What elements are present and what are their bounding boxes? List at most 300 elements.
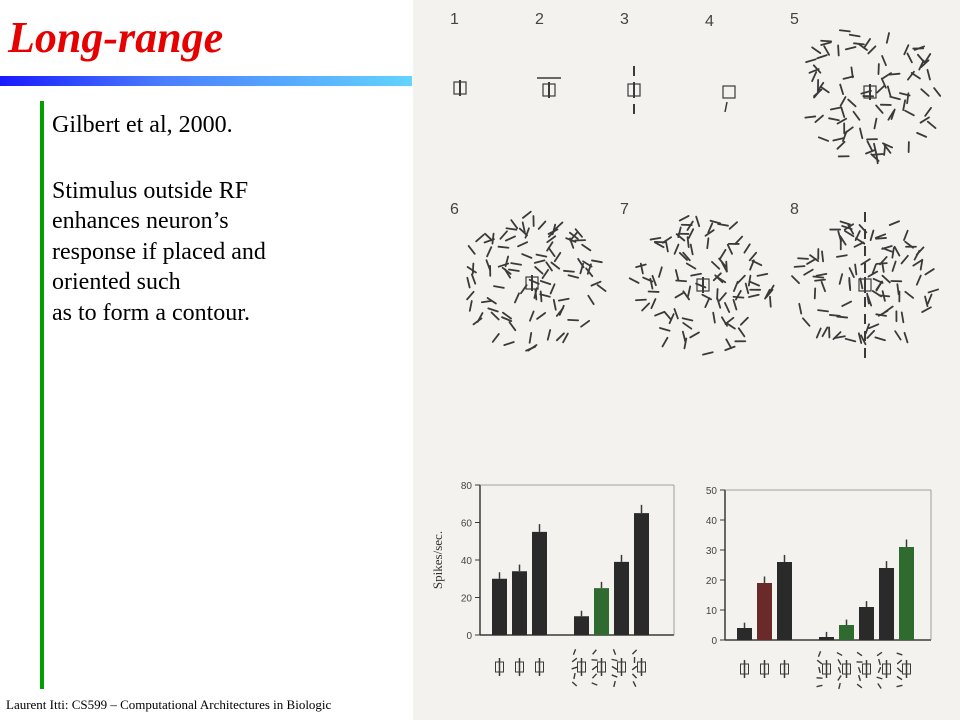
texture-element bbox=[885, 307, 893, 313]
texture-element bbox=[822, 251, 823, 261]
texture-element bbox=[500, 231, 507, 239]
panel-label-1: 1 bbox=[450, 11, 459, 28]
texture-element bbox=[871, 231, 874, 241]
texture-element bbox=[837, 317, 847, 318]
texture-element bbox=[913, 260, 921, 265]
texture-element bbox=[812, 72, 816, 81]
texture-element bbox=[522, 254, 531, 258]
texture-element bbox=[559, 299, 569, 301]
texture-element bbox=[850, 35, 860, 37]
texture-element bbox=[819, 137, 828, 141]
texture-element bbox=[770, 297, 771, 307]
panel-label-2: 2 bbox=[535, 11, 544, 28]
texture-element bbox=[849, 280, 850, 290]
texture-element bbox=[549, 248, 555, 256]
texture-element bbox=[728, 245, 732, 254]
texture-element bbox=[506, 236, 515, 240]
texture-element bbox=[925, 108, 931, 116]
texture-element bbox=[662, 338, 667, 347]
texture-element bbox=[680, 216, 689, 221]
chart1-icon-texture bbox=[632, 666, 637, 670]
texture-element bbox=[726, 262, 727, 272]
texture-element bbox=[895, 331, 900, 339]
body-line-2: enhances neuron’s bbox=[52, 208, 229, 234]
texture-element bbox=[867, 331, 874, 338]
texture-element bbox=[651, 299, 655, 308]
chart1-tick-label: 20 bbox=[460, 593, 472, 605]
texture-element bbox=[868, 46, 875, 53]
texture-element bbox=[846, 339, 856, 342]
texture-element bbox=[730, 222, 737, 229]
texture-element bbox=[675, 245, 679, 254]
texture-element bbox=[838, 45, 839, 55]
flank-bar bbox=[725, 102, 727, 112]
texture-element bbox=[473, 264, 474, 274]
texture-element bbox=[744, 244, 749, 252]
texture-element bbox=[817, 328, 821, 337]
chart1-icon-texture bbox=[613, 649, 615, 655]
chart2-tick-label: 10 bbox=[705, 606, 717, 617]
chart2-icon-texture bbox=[839, 683, 840, 689]
texture-element bbox=[734, 282, 738, 291]
texture-element bbox=[850, 268, 854, 277]
texture-element bbox=[815, 116, 823, 123]
texture-element bbox=[690, 332, 699, 337]
texture-element bbox=[726, 339, 731, 348]
chart1-icon-texture bbox=[633, 681, 636, 686]
texture-element bbox=[833, 138, 843, 140]
texture-element bbox=[837, 255, 847, 257]
texture-element bbox=[488, 308, 498, 311]
panel-label-8: 8 bbox=[790, 201, 799, 218]
texture-element bbox=[687, 263, 696, 268]
chart2-tick-label: 30 bbox=[705, 546, 717, 557]
texture-element bbox=[493, 334, 499, 342]
texture-element bbox=[874, 144, 876, 154]
texture-element bbox=[803, 318, 810, 326]
texture-element bbox=[845, 127, 853, 133]
chart2-icon-texture bbox=[819, 667, 820, 673]
texture-element bbox=[470, 301, 472, 311]
texture-element bbox=[798, 258, 808, 259]
gilbert-figure bbox=[413, 0, 960, 720]
texture-element bbox=[659, 267, 662, 277]
texture-element bbox=[841, 107, 844, 117]
texture-element bbox=[696, 217, 699, 227]
texture-element bbox=[736, 291, 741, 300]
texture-element bbox=[929, 289, 939, 292]
chart2-icon-texture bbox=[877, 677, 883, 679]
texture-element bbox=[535, 267, 542, 274]
texture-element bbox=[795, 266, 805, 267]
chart2-bar bbox=[899, 547, 914, 640]
texture-element bbox=[927, 70, 929, 80]
texture-element bbox=[873, 154, 883, 155]
texture-element bbox=[799, 304, 801, 314]
texture-element bbox=[818, 310, 828, 311]
texture-element bbox=[813, 277, 823, 278]
texture-element bbox=[817, 274, 827, 276]
texture-element bbox=[874, 279, 883, 283]
chart2-icon-texture bbox=[897, 660, 902, 664]
texture-element bbox=[856, 238, 864, 243]
texture-element bbox=[546, 262, 552, 270]
texture-element bbox=[846, 47, 856, 49]
texture-element bbox=[890, 74, 900, 75]
texture-element bbox=[749, 276, 751, 286]
texture-element bbox=[725, 303, 729, 312]
bar-chart-left bbox=[430, 481, 674, 687]
texture-element bbox=[750, 282, 759, 286]
texture-element bbox=[509, 322, 515, 330]
chart1-bar bbox=[512, 571, 527, 635]
texture-element bbox=[568, 320, 578, 321]
title-underline-bar bbox=[0, 76, 412, 86]
texture-element bbox=[511, 220, 517, 228]
texture-element bbox=[469, 246, 475, 254]
chart2-bar bbox=[777, 562, 792, 640]
texture-element bbox=[804, 270, 813, 275]
texture-element bbox=[564, 271, 574, 272]
texture-element bbox=[523, 212, 531, 218]
texture-element bbox=[895, 247, 900, 256]
texture-element bbox=[705, 298, 709, 307]
texture-element bbox=[738, 276, 745, 283]
texture-element bbox=[598, 285, 606, 291]
chart2-icon-texture bbox=[878, 667, 880, 673]
texture-element bbox=[530, 333, 532, 343]
texture-element bbox=[676, 280, 686, 281]
texture-element bbox=[922, 307, 931, 312]
texture-element bbox=[739, 328, 745, 336]
texture-element bbox=[467, 278, 469, 288]
chart2-icon-texture bbox=[857, 652, 862, 655]
texture-element bbox=[666, 242, 668, 252]
chart1-tick-label: 0 bbox=[466, 631, 472, 642]
texture-element bbox=[702, 295, 711, 300]
texture-element bbox=[722, 317, 727, 326]
chart1-icon-texture bbox=[572, 658, 577, 662]
body-line-1: Stimulus outside RF bbox=[52, 177, 249, 204]
chart2-icon-texture bbox=[817, 685, 823, 686]
texture-element bbox=[683, 323, 691, 329]
texture-element bbox=[713, 313, 715, 323]
texture-element bbox=[652, 276, 655, 285]
chart2-icon-texture bbox=[897, 668, 901, 672]
texture-element bbox=[506, 256, 509, 266]
texture-element bbox=[901, 256, 907, 264]
texture-element bbox=[887, 33, 889, 43]
texture-element bbox=[806, 59, 816, 62]
chart1-icon-texture bbox=[612, 675, 618, 677]
texture-element bbox=[840, 274, 843, 284]
body-line-4: oriented such bbox=[52, 269, 181, 295]
texture-element bbox=[817, 55, 826, 58]
texture-element bbox=[897, 284, 898, 294]
texture-element bbox=[720, 250, 725, 259]
texture-element bbox=[676, 270, 678, 280]
texture-element bbox=[487, 247, 491, 256]
texture-element bbox=[537, 255, 547, 257]
texture-element bbox=[907, 53, 911, 62]
texture-element bbox=[821, 41, 831, 42]
bar-chart-right bbox=[706, 486, 931, 689]
texture-element bbox=[557, 333, 564, 340]
texture-element bbox=[581, 321, 589, 327]
chart2-icon-texture bbox=[837, 653, 842, 656]
texture-element bbox=[504, 342, 513, 345]
texture-element bbox=[815, 280, 825, 281]
texture-element bbox=[509, 270, 519, 271]
texture-element bbox=[569, 275, 579, 277]
chart1-bar bbox=[614, 562, 629, 635]
panel-label-3: 3 bbox=[620, 11, 629, 28]
texture-element bbox=[683, 332, 685, 342]
texture-element bbox=[675, 292, 684, 297]
chart1-bar bbox=[574, 616, 589, 635]
texture-element bbox=[691, 274, 701, 276]
texture-element bbox=[831, 108, 841, 110]
chart2-tick-label: 0 bbox=[711, 636, 717, 647]
texture-element bbox=[582, 245, 590, 251]
texture-element bbox=[530, 311, 534, 320]
texture-element bbox=[691, 245, 693, 255]
texture-element bbox=[877, 282, 882, 291]
chart2-bar bbox=[859, 607, 874, 640]
texture-element bbox=[548, 330, 550, 340]
texture-element bbox=[928, 122, 936, 128]
chart2-icon-texture bbox=[838, 659, 841, 664]
texture-element bbox=[735, 237, 742, 244]
texture-element bbox=[876, 105, 883, 113]
panel-label-7: 7 bbox=[620, 201, 629, 218]
chart2-tick-label: 40 bbox=[705, 516, 717, 527]
texture-element bbox=[498, 247, 508, 248]
texture-element bbox=[539, 221, 546, 228]
chart2-bar bbox=[757, 583, 772, 640]
chart1-bar bbox=[532, 532, 547, 635]
texture-element bbox=[882, 56, 886, 65]
texture-element bbox=[642, 303, 649, 310]
texture-element bbox=[518, 242, 527, 246]
texture-element bbox=[902, 312, 904, 322]
texture-element bbox=[867, 141, 872, 150]
texture-element bbox=[467, 292, 474, 300]
texture-element bbox=[822, 282, 826, 291]
texture-element bbox=[917, 247, 924, 254]
chart1-tick-label: 80 bbox=[460, 481, 472, 492]
chart1-icon-texture bbox=[573, 649, 575, 655]
texture-element bbox=[719, 259, 725, 267]
texture-element bbox=[591, 282, 600, 286]
chart2-tick-label: 20 bbox=[705, 576, 717, 587]
chart2-icon-texture bbox=[877, 652, 882, 655]
chart1-icon-texture bbox=[632, 650, 636, 654]
texture-element bbox=[888, 86, 891, 96]
chart2-icon-texture bbox=[897, 685, 903, 686]
body-line-3: response if placed and bbox=[52, 238, 266, 265]
texture-element bbox=[563, 334, 568, 343]
texture-element bbox=[712, 262, 719, 269]
texture-element bbox=[921, 89, 928, 96]
panel-label-6: 6 bbox=[450, 201, 459, 218]
texture-element bbox=[707, 238, 708, 248]
chart2-icon-texture bbox=[857, 684, 862, 688]
texture-element bbox=[588, 296, 593, 304]
texture-element bbox=[511, 263, 521, 265]
texture-element bbox=[873, 291, 881, 296]
texture-element bbox=[928, 294, 932, 303]
texture-element bbox=[551, 284, 555, 293]
chart2-tick-label: 50 bbox=[705, 486, 717, 497]
chart1-bar bbox=[634, 513, 649, 635]
chart1-icon-texture bbox=[572, 682, 576, 686]
texture-element bbox=[688, 286, 690, 296]
chart1-icon-texture bbox=[592, 683, 598, 685]
texture-element bbox=[515, 293, 519, 302]
texture-element bbox=[636, 264, 646, 267]
texture-element bbox=[882, 276, 889, 283]
chart1-icon-texture bbox=[593, 650, 597, 655]
texture-element bbox=[525, 228, 529, 237]
texture-element bbox=[840, 85, 843, 95]
texture-element bbox=[912, 73, 920, 79]
texture-element bbox=[746, 284, 749, 294]
texture-element bbox=[468, 267, 476, 273]
texture-element bbox=[877, 86, 884, 93]
texture-element bbox=[541, 281, 550, 284]
citation: Gilbert et al, 2000. bbox=[52, 112, 233, 138]
texture-element bbox=[719, 293, 725, 301]
panel-label-5: 5 bbox=[790, 11, 799, 28]
chart2-icon-texture bbox=[817, 660, 822, 664]
texture-element bbox=[840, 30, 850, 31]
slide-footer: Laurent Itti: CS599 – Computational Architectures in Biologic bbox=[6, 697, 332, 712]
texture-element bbox=[535, 260, 545, 263]
texture-element bbox=[875, 337, 885, 340]
texture-element bbox=[883, 291, 885, 301]
texture-element bbox=[757, 274, 767, 276]
texture-element bbox=[842, 302, 851, 306]
texture-element bbox=[812, 47, 820, 53]
texture-element bbox=[482, 301, 492, 302]
receptive-field-box bbox=[723, 86, 735, 98]
texture-element bbox=[718, 224, 728, 226]
texture-element bbox=[860, 128, 862, 138]
texture-element bbox=[841, 97, 846, 106]
texture-element bbox=[841, 221, 851, 224]
texture-element bbox=[837, 142, 844, 149]
paragraph-gap bbox=[52, 141, 397, 176]
texture-element bbox=[925, 269, 933, 274]
texture-element bbox=[892, 248, 894, 258]
texture-element bbox=[918, 55, 924, 63]
texture-element bbox=[866, 150, 875, 154]
texture-element bbox=[883, 248, 892, 252]
texture-element bbox=[893, 262, 896, 271]
texture-element bbox=[486, 260, 490, 269]
texture-element bbox=[855, 264, 856, 274]
chart1-icon-texture bbox=[614, 681, 615, 687]
texture-element bbox=[874, 119, 876, 129]
texture-element bbox=[843, 76, 853, 78]
texture-element bbox=[792, 276, 799, 283]
texture-element bbox=[526, 347, 535, 351]
texture-element bbox=[904, 231, 908, 240]
panel-label-4: 4 bbox=[705, 13, 714, 30]
texture-element bbox=[854, 112, 860, 120]
chart2-icon-texture bbox=[859, 675, 861, 681]
chart1-icon-texture bbox=[612, 659, 618, 660]
texture-element bbox=[905, 333, 908, 343]
chart1-bar bbox=[594, 588, 609, 635]
chart2-icon-texture bbox=[838, 667, 840, 673]
texture-element bbox=[636, 300, 646, 301]
texture-element bbox=[877, 263, 887, 264]
texture-element bbox=[917, 276, 921, 285]
texture-element bbox=[472, 274, 475, 283]
texture-element bbox=[864, 39, 870, 47]
chart1-tick-label: 40 bbox=[460, 556, 472, 567]
slide-body bbox=[52, 110, 397, 328]
texture-element bbox=[660, 328, 670, 331]
texture-element bbox=[665, 312, 671, 320]
texture-element bbox=[506, 228, 516, 229]
texture-element bbox=[655, 312, 664, 316]
texture-element bbox=[703, 352, 713, 354]
texture-element bbox=[750, 253, 756, 261]
chart2-icon-texture bbox=[818, 651, 820, 657]
texture-element bbox=[553, 225, 556, 235]
chart2-bar bbox=[839, 625, 854, 640]
chart2-icon-texture bbox=[879, 659, 881, 665]
texture-element bbox=[829, 118, 839, 120]
texture-element bbox=[678, 227, 680, 237]
texture-element bbox=[830, 315, 840, 316]
texture-element bbox=[925, 296, 927, 306]
texture-element bbox=[821, 42, 831, 45]
chart2-icon-texture bbox=[897, 676, 902, 679]
texture-element bbox=[473, 318, 481, 324]
texture-element bbox=[741, 318, 748, 325]
figure-svg bbox=[413, 0, 960, 720]
texture-element bbox=[903, 100, 905, 110]
chart1-icon-texture bbox=[632, 674, 636, 678]
texture-element bbox=[733, 300, 736, 310]
texture-element bbox=[537, 313, 545, 319]
texture-element bbox=[905, 292, 913, 298]
chart1-icon-texture bbox=[574, 673, 575, 679]
chart2-bar bbox=[879, 568, 894, 640]
texture-element bbox=[541, 291, 542, 301]
texture-element bbox=[555, 253, 561, 261]
texture-element bbox=[890, 221, 899, 225]
chart2-icon-texture bbox=[838, 675, 841, 680]
chart1-y-axis-label: Spikes/sec. bbox=[430, 530, 445, 590]
texture-element bbox=[630, 278, 639, 283]
texture-element bbox=[752, 261, 761, 265]
texture-element bbox=[905, 111, 914, 116]
texture-element bbox=[869, 324, 878, 328]
chart2-icon-texture bbox=[897, 653, 903, 655]
texture-element bbox=[651, 238, 661, 240]
texture-element bbox=[492, 313, 499, 320]
texture-element bbox=[848, 100, 855, 107]
texture-element bbox=[689, 229, 693, 238]
chart2-icon-texture bbox=[878, 683, 881, 688]
texture-element bbox=[805, 116, 815, 117]
texture-element bbox=[917, 133, 926, 137]
